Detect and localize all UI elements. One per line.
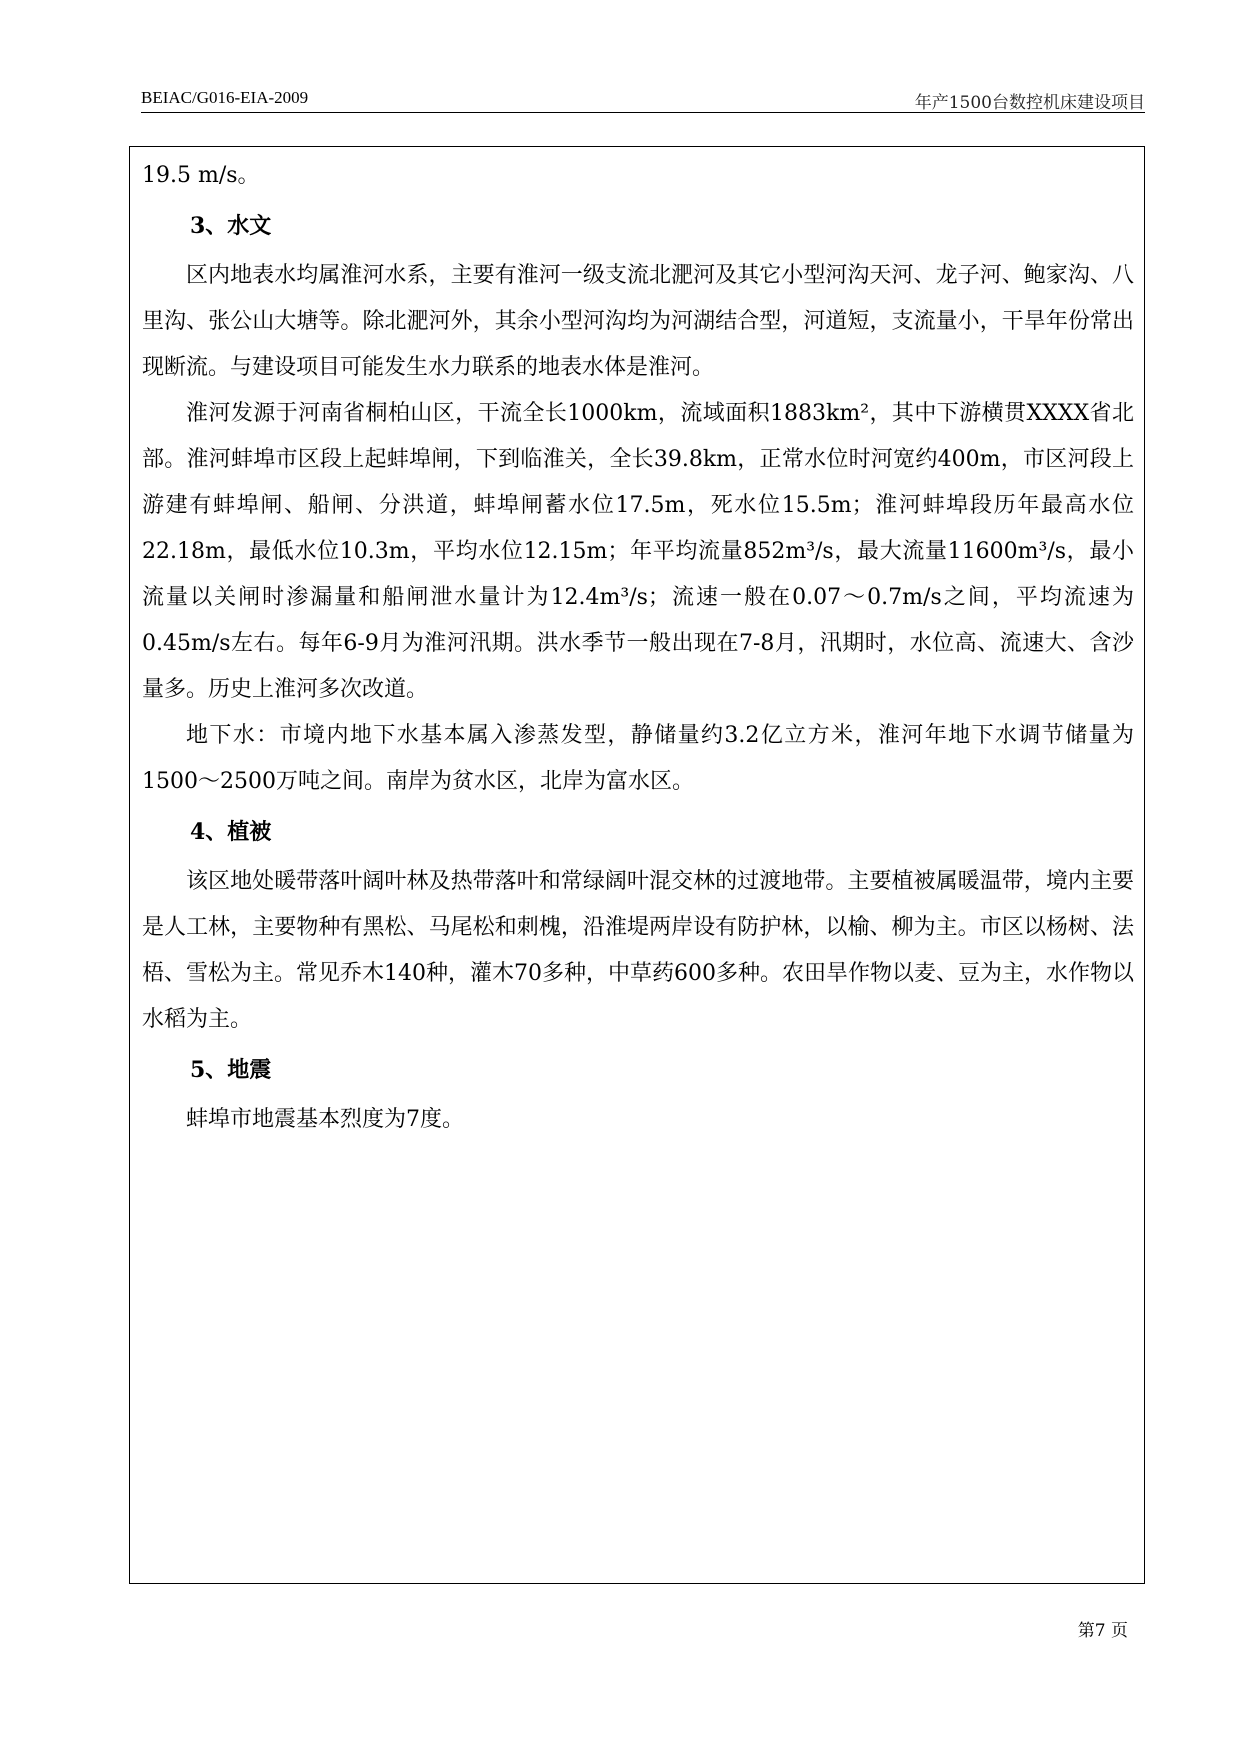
lead-line: 19.5 m/s。 (142, 163, 260, 188)
earthquake-paragraph: 蚌埠市地震基本烈度为7度。 (186, 1107, 464, 1132)
hydrology-paragraph-1: 区内地表水均属淮河水系，主要有淮河一级支流北淝河及其它小型河沟天河、龙子河、鲍家沟、八里沟、张公山大塘等。除北淝河外，其余小型河沟均为河湖结合型，河道短，支流量小，干旱年份常出现断流。与建设项目可能发生水力联系的地表水体是淮河。 (142, 263, 1134, 380)
content-body (142, 153, 1134, 1143)
hydrology-paragraph-2: 淮河发源于河南省桐柏山区，干流全长1000km，流域面积1883km²，其中下游横贯XXXX省北部。淮河蚌埠市区段上起蚌埠闸，下到临淮关，全长39.8km，正常水位时河宽约400m，市区河段上游建有蚌埠闸、船闸、分洪道，蚌埠闸蓄水位17.5m，死水位15.5m；淮河蚌埠段历年最高水位22.18m，最低水位10.3m，平均水位12.15m；年平均流量852m³/s，最大流量11600m³/s，最小流量以关闸时渗漏量和船闸泄水量计为12.4m³/s；流速一般在0.07～0.7m/s之间，平均流速为0.45m/s左右。每年6-9月为淮河汛期。洪水季节一般出现在7-8月，汛期时，水位高、流速大、含沙量多。历史上淮河多次改道。 (142, 401, 1134, 702)
vegetation-paragraph: 该区地处暖带落叶阔叶林及热带落叶和常绿阔叶混交林的过渡地带。主要植被属暖温带，境内主要是人工林，主要物种有黑松、马尾松和刺槐，沿淮堤两岸设有防护林，以榆、柳为主。市区以杨树、法梧、雪松为主。常见乔木140种，灌木70多种，中草药600多种。农田旱作物以麦、豆为主，水作物以水稻为主。 (142, 869, 1134, 1032)
section-heading-vegetation: 4、植被 (190, 819, 272, 845)
section-heading-hydrology: 3、水文 (190, 213, 272, 239)
project-title: 年产1500台数控机床建设项目 (914, 93, 1145, 113)
content-frame (129, 146, 1145, 1584)
page-number: 第7 页 (1077, 1621, 1128, 1641)
section-heading-earthquake: 5、地震 (190, 1057, 272, 1083)
header-divider (141, 112, 1145, 113)
document-code: BEIAC/G016-EIA-2009 (141, 88, 309, 107)
hydrology-paragraph-groundwater: 地下水：市境内地下水基本属入渗蒸发型，静储量约3.2亿立方米，淮河年地下水调节储量为1500～2500万吨之间。南岸为贫水区，北岸为富水区。 (142, 723, 1134, 794)
